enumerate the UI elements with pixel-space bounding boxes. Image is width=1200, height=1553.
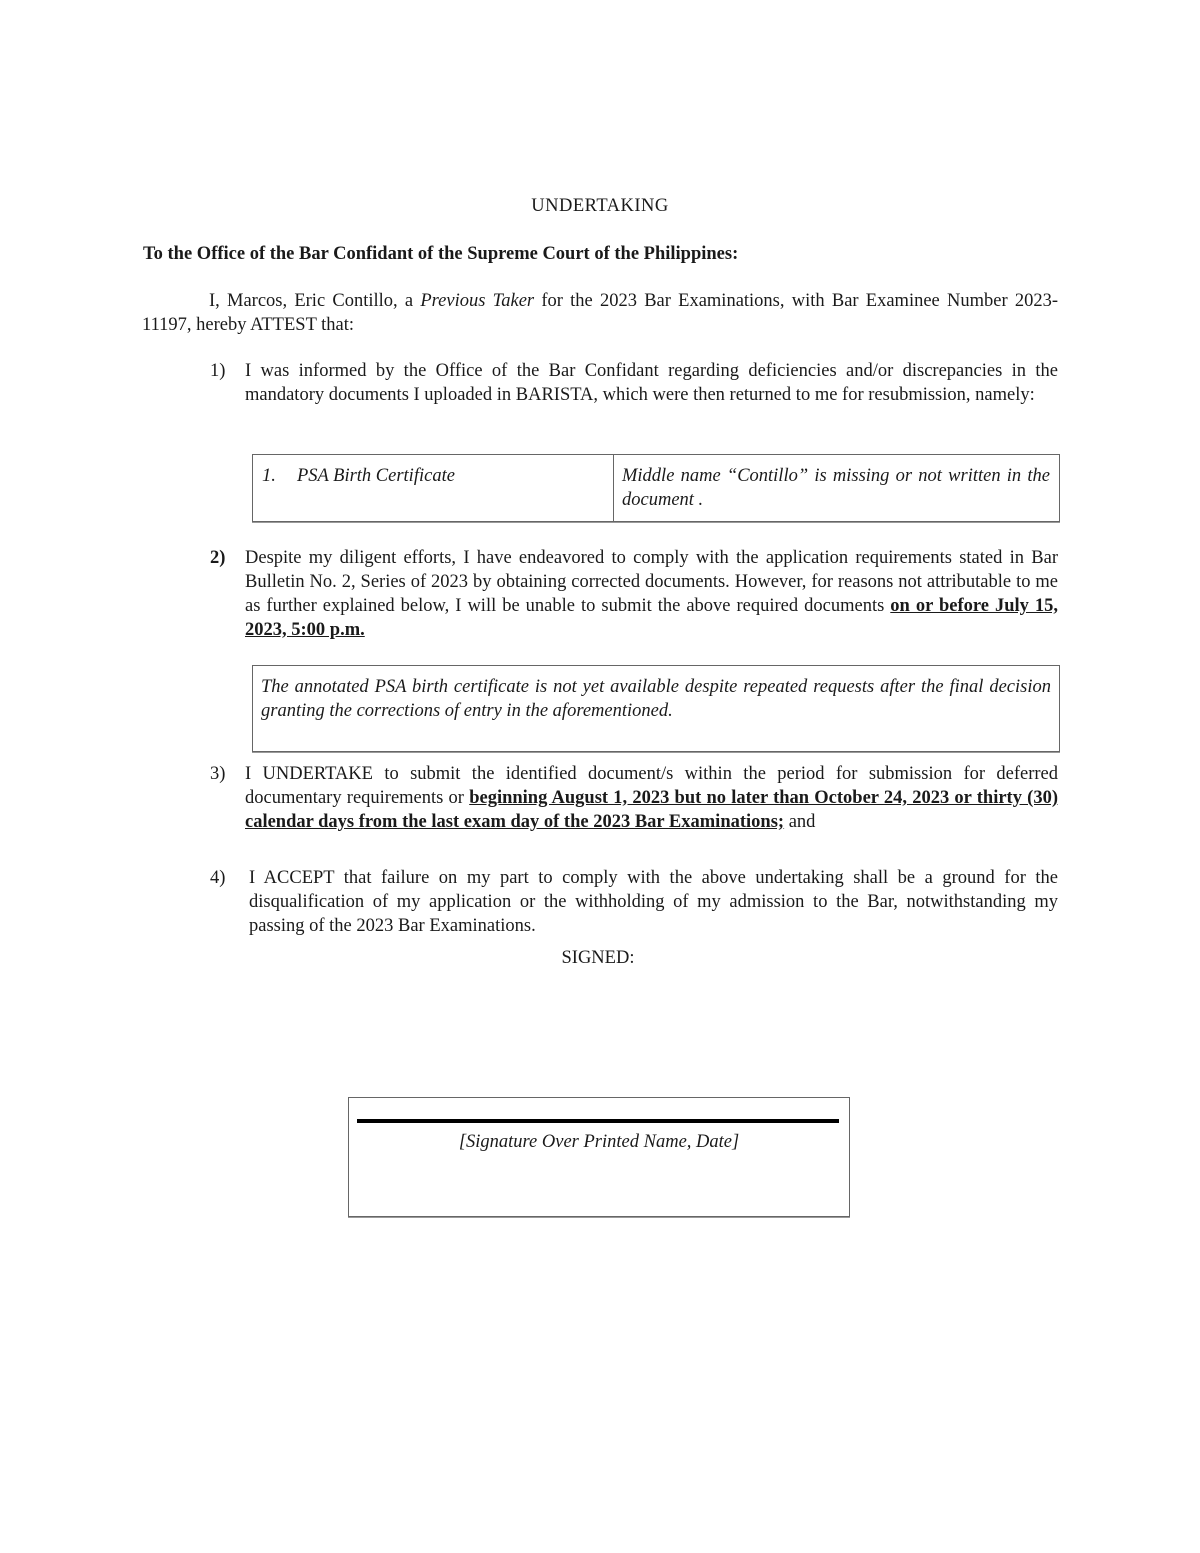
item-suffix: and bbox=[784, 812, 816, 832]
document-title: UNDERTAKING bbox=[531, 196, 669, 216]
deferred-deadline: beginning August 1, 2023 but no later than October 24, 2023 or thirty (30) calendar days from the last exam day of the 2023 Bar Examinations; bbox=[245, 788, 1058, 832]
document-name: PSA Birth Certificate bbox=[297, 466, 455, 486]
item-text: Despite my diligent efforts, I have endeavored to comply with the application requirements stated in Bar Bulletin No. 2, Series of 2023 by obtaining corrected documents. However, for reasons not attributable to me as further explained below, I will be unable to submit the above required documents bbox=[245, 548, 1058, 616]
attestation-item-1 bbox=[210, 359, 1058, 407]
item-text: I UNDERTAKE to submit the identified document/s within the period for submission for deferred documentary requirements or bbox=[245, 764, 1058, 808]
signature-label: [Signature Over Printed Name, Date] bbox=[458, 1132, 740, 1152]
item-text: I was informed by the Office of the Bar Confidant regarding deficiencies and/or discrepancies in the mandatory documents I uploaded in BARISTA, which were then returned to me for resubmission, namely: bbox=[245, 361, 1058, 405]
intro-text-before: I, Marcos, Eric Contillo, a bbox=[209, 291, 421, 311]
explanation-box bbox=[252, 665, 1060, 752]
item-number: 1) bbox=[210, 361, 226, 381]
item-text-block bbox=[245, 762, 1058, 834]
item-text-block bbox=[245, 546, 1058, 642]
taker-type: Previous Taker bbox=[420, 291, 535, 311]
signed-label: SIGNED: bbox=[561, 948, 635, 968]
deficiency-issue: Middle name “Contillo” is missing or not written in the document . bbox=[622, 466, 1050, 510]
addressee: To the Office of the Bar Confidant of the Supreme Court of the Philippines: bbox=[143, 244, 739, 264]
signature-box bbox=[348, 1097, 850, 1217]
item-text: I ACCEPT that failure on my part to comply with the above undertaking shall be a ground for the disqualification of my application or the withholding of my admission to the Bar, notwithstanding my passing of the 2023 Bar Examinations. bbox=[249, 868, 1058, 936]
document-cell bbox=[253, 455, 614, 521]
deficiency-table bbox=[252, 454, 1060, 522]
item-number: 3) bbox=[210, 764, 226, 784]
intro-text-after: for the 2023 Bar Examinations, with Bar Examinee Number 2023-11197, hereby ATTEST that: bbox=[142, 291, 1058, 335]
item-number: 4) bbox=[210, 868, 226, 888]
explanation-text: The annotated PSA birth certificate is not yet available despite repeated requests after the final decision granting the corrections of entry in the aforementioned. bbox=[261, 677, 1051, 721]
attestation-item-3 bbox=[210, 762, 1058, 834]
intro-paragraph bbox=[142, 289, 1058, 337]
document-row-number: 1. bbox=[262, 466, 276, 486]
signature-line bbox=[357, 1119, 839, 1123]
attestation-item-2 bbox=[210, 546, 1058, 642]
submission-deadline: on or before July 15, 2023, 5:00 p.m. bbox=[245, 596, 1059, 640]
item-number: 2) bbox=[210, 548, 226, 568]
attestation-item-4 bbox=[210, 866, 1058, 938]
